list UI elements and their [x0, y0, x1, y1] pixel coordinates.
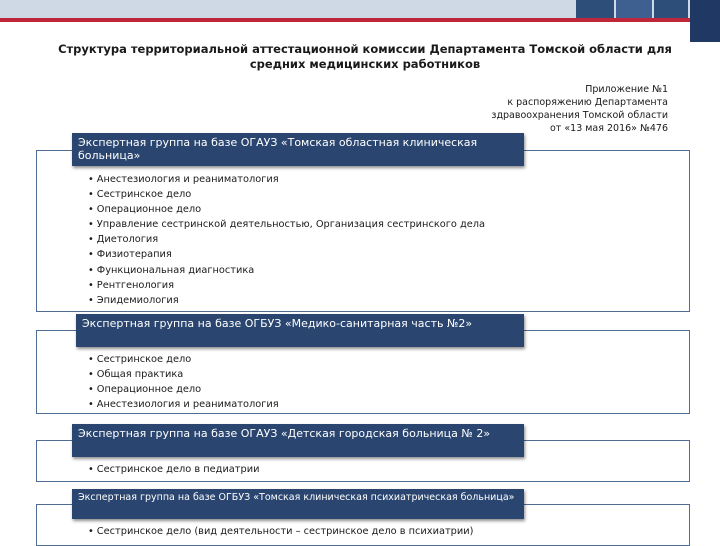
group-header-4: Экспертная группа на базе ОГБУЗ «Томская клиническая психиатрическая больница» — [72, 489, 524, 519]
list-item: • Сестринское дело в педиатрии — [88, 462, 259, 477]
group-items-4 — [88, 524, 473, 539]
list-item: • Общая практика — [88, 367, 279, 382]
group-items-3 — [88, 462, 259, 477]
group-items-1 — [88, 172, 485, 308]
top-bar-red-line — [0, 18, 690, 22]
appendix-line: Приложение №1 — [585, 84, 668, 95]
list-item: • Рентгенология — [88, 278, 485, 293]
list-item: • Операционное дело — [88, 202, 485, 217]
group-items-2 — [88, 352, 279, 412]
group-header-1: Экспертная группа на базе ОГАУЗ «Томская областная клиническая больница» — [72, 133, 524, 166]
page-title: Структура территориальной аттестационной комиссии Департамента Томской области для средних медицинских работников — [58, 42, 672, 71]
list-item: • Сестринское дело (вид деятельности – сестринское дело в психиатрии) — [88, 524, 473, 539]
group-header-3: Экспертная группа на базе ОГАУЗ «Детская городская больница № 2» — [72, 424, 524, 457]
appendix-line: к распоряжению Департамента — [507, 97, 668, 108]
list-item: • Сестринское дело — [88, 352, 279, 367]
list-item: • Управление сестринской деятельностью, Организация сестринского дела — [88, 217, 485, 232]
top-bar-block — [576, 0, 614, 18]
top-bar-block — [654, 0, 688, 18]
appendix-note — [491, 83, 668, 135]
list-item: • Операционное дело — [88, 382, 279, 397]
list-item: • Эпидемиология — [88, 293, 485, 308]
appendix-line: здравоохранения Томской области — [491, 110, 668, 121]
top-bar-dark-corner — [690, 0, 720, 42]
list-item: • Сестринское дело — [88, 187, 485, 202]
top-bar-block — [616, 0, 652, 18]
top-decoration-bar — [0, 0, 720, 22]
list-item: • Диетология — [88, 232, 485, 247]
appendix-line: от «13 мая 2016» №476 — [549, 123, 668, 134]
list-item: • Физиотерапия — [88, 247, 485, 262]
list-item: • Анестезиология и реаниматология — [88, 172, 485, 187]
list-item: • Анестезиология и реаниматология — [88, 397, 279, 412]
list-item: • Функциональная диагностика — [88, 263, 485, 278]
group-header-2: Экспертная группа на базе ОГБУЗ «Медико-санитарная часть №2» — [76, 314, 524, 347]
